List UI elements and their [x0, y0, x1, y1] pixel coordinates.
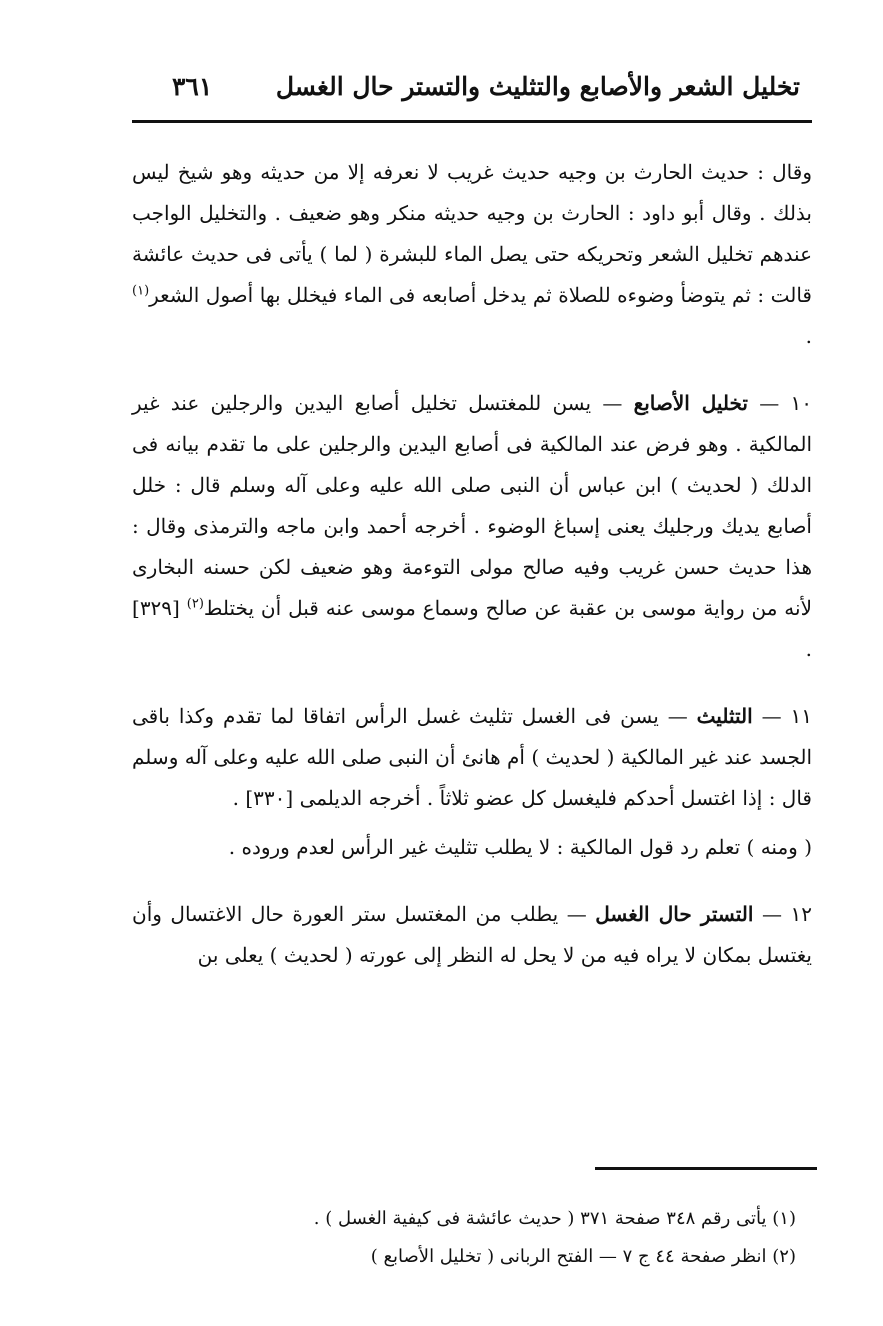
- paragraph-end: .: [805, 324, 812, 348]
- footnote-2: (٢) انظر صفحة ٤٤ ج ٧ — الفتح الربانى ( تخليل الأصابع ): [370, 1246, 796, 1267]
- footnote-rule: [595, 1167, 817, 1170]
- section-heading: تخليل الأصابع: [633, 391, 748, 415]
- running-head: [132, 66, 812, 116]
- paragraph-hadith-commentary: [132, 152, 812, 357]
- footnote-1: (١) يأتى رقم ٣٤٨ صفحة ٣٧١ ( حديث عائشة فى كيفية الغسل ) .: [313, 1208, 796, 1229]
- paragraph-section-10: [132, 383, 812, 670]
- running-head-title: تخليل الشعر والأصابع والتثليث والتستر حال الغسل: [275, 72, 800, 101]
- section-number: ١٢ —: [753, 902, 812, 926]
- page-number: ٣٦١: [172, 72, 213, 101]
- footnote-ref-2: (٢): [186, 596, 204, 612]
- section-heading: التثليث: [696, 704, 753, 728]
- paragraph-end: [٣٢٩] .: [132, 596, 812, 661]
- footnotes: [132, 1200, 796, 1276]
- body-text: [132, 152, 812, 976]
- section-number: ١١ —: [752, 704, 813, 728]
- paragraph-section-12: [132, 894, 812, 976]
- paragraph-text: — يطلب من المغتسل ستر العورة حال الاغتسال وأن يغتسل بمكان لا يراه فيه من لا يحل له النظر إلى عورته ( لحديث ) يعلى بن: [132, 902, 812, 967]
- section-number: ١٠ —: [748, 391, 813, 415]
- paragraph-text: — يسن للمغتسل تخليل أصابع اليدين والرجلين عند غير المالكية . وهو فرض عند المالكية فى أصابع اليدين والرجلين على ما تقدم بيانه فى الدلك ( لحديث ) ابن عباس أن النبى صلى الله عليه وعلى آله وسلم قال : خلل أصابع يديك ورجليك يعنى إسباغ الوضوء . أخرجه أحمد وابن ماجه والترمذى وقال : هذا حديث حسن غريب وفيه صالح مولى التوءمة وهو ضعيف لكن حسنه البخارى لأنه من رواية موسى بن عقبة عن صالح وسماع موسى عنه قبل أن يختلط: [132, 391, 812, 620]
- paragraph-section-11: [132, 696, 812, 819]
- header-rule: [132, 120, 812, 123]
- paragraph-maliki-note: ( ومنه ) تعلم رد قول المالكية : لا يطلب تثليث غير الرأس لعدم وروده .: [228, 835, 812, 859]
- section-heading: التستر حال الغسل: [595, 902, 754, 926]
- paragraph-text: — يسن فى الغسل تثليث غسل الرأس اتفاقا لما تقدم وكذا باقى الجسد عند غير المالكية ( لحديث ) أم هانئ أن النبى صلى الله عليه وعلى آله وسلم قال : إذا اغتسل أحدكم فليغسل كل عضو ثلاثاً . أخرجه الديلمى [٣٣٠] .: [132, 704, 812, 810]
- paragraph-text: وقال : حديث الحارث بن وجيه حديث غريب لا نعرفه إلا من حديثه وهو شيخ ليس بذلك . وقال أبو داود : الحارث بن وجيه حديثه منكر وهو ضعيف . والتخليل الواجب عندهم تخليل الشعر وتحريكه حتى يصل الماء للبشرة ( لما ) يأتى فى حديث عائشة قالت : ثم يتوضأ وضوءه للصلاة ثم يدخل أصابعه فى الماء فيخلل بها أصول الشعر: [132, 160, 812, 307]
- footnote-ref-1: (١): [132, 283, 150, 299]
